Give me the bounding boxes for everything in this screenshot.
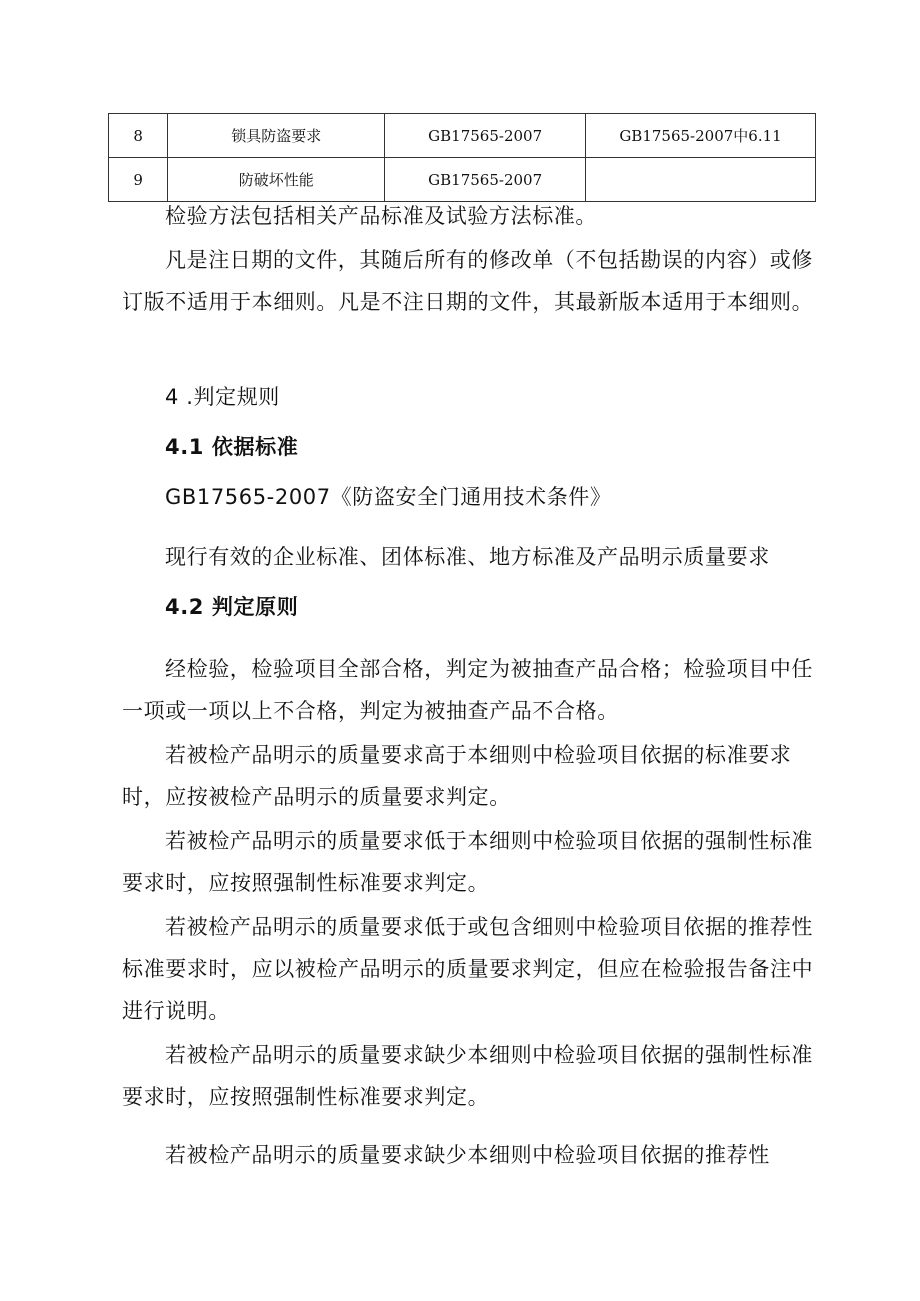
inspection-item: 锁具防盗要求 — [168, 114, 385, 158]
standard-code: GB17565-2007 — [385, 114, 586, 158]
row-number: 9 — [109, 158, 168, 202]
standard-clause: GB17565-2007中6.11 — [586, 114, 816, 158]
section-heading-4-1: 4.1 依据标准 — [165, 435, 299, 459]
judgement-paragraph-2: 若被检产品明示的质量要求高于本细则中检验项目依据的标准要求时，应按被检产品明示的质量要求判定。 — [122, 743, 792, 809]
dated-documents-note: 凡是注日期的文件，其随后所有的修改单（不包括勘误的内容）或修订版不适用于本细则。凡是不注日期的文件，其最新版本适用于本细则。 — [122, 248, 814, 314]
methods-note: 检验方法包括相关产品标准及试验方法标准。 — [165, 204, 597, 228]
judgement-paragraph-5: 若被检产品明示的质量要求缺少本细则中检验项目依据的强制性标准要求时，应按照强制性标准要求判定。 — [122, 1043, 813, 1109]
table-row — [109, 158, 816, 202]
section-heading-4: 4 .判定规则 — [165, 385, 280, 409]
judgement-paragraph-4: 若被检产品明示的质量要求低于或包含细则中检验项目依据的推荐性标准要求时，应以被检产品明示的质量要求判定，但应在检验报告备注中进行说明。 — [122, 915, 814, 1023]
judgement-paragraph-6: 若被检产品明示的质量要求缺少本细则中检验项目依据的推荐性 — [165, 1143, 770, 1167]
judgement-paragraph-1: 经检验，检验项目全部合格，判定为被抽查产品合格；检验项目中任一项或一项以上不合格，判定为被抽查产品不合格。 — [122, 657, 813, 723]
inspection-item: 防破坏性能 — [168, 158, 385, 202]
row-number: 8 — [109, 114, 168, 158]
standard-clause — [586, 158, 816, 202]
judgement-paragraph-3: 若被检产品明示的质量要求低于本细则中检验项目依据的强制性标准要求时，应按照强制性标准要求判定。 — [122, 829, 813, 895]
standard-code: GB17565-2007 — [385, 158, 586, 202]
other-standards: 现行有效的企业标准、团体标准、地方标准及产品明示质量要求 — [165, 545, 770, 569]
table-row — [109, 114, 816, 158]
standard-reference: GB17565-2007《防盗安全门通用技术条件》 — [165, 485, 612, 509]
inspection-items-table — [108, 113, 816, 202]
section-heading-4-2: 4.2 判定原则 — [165, 595, 299, 619]
